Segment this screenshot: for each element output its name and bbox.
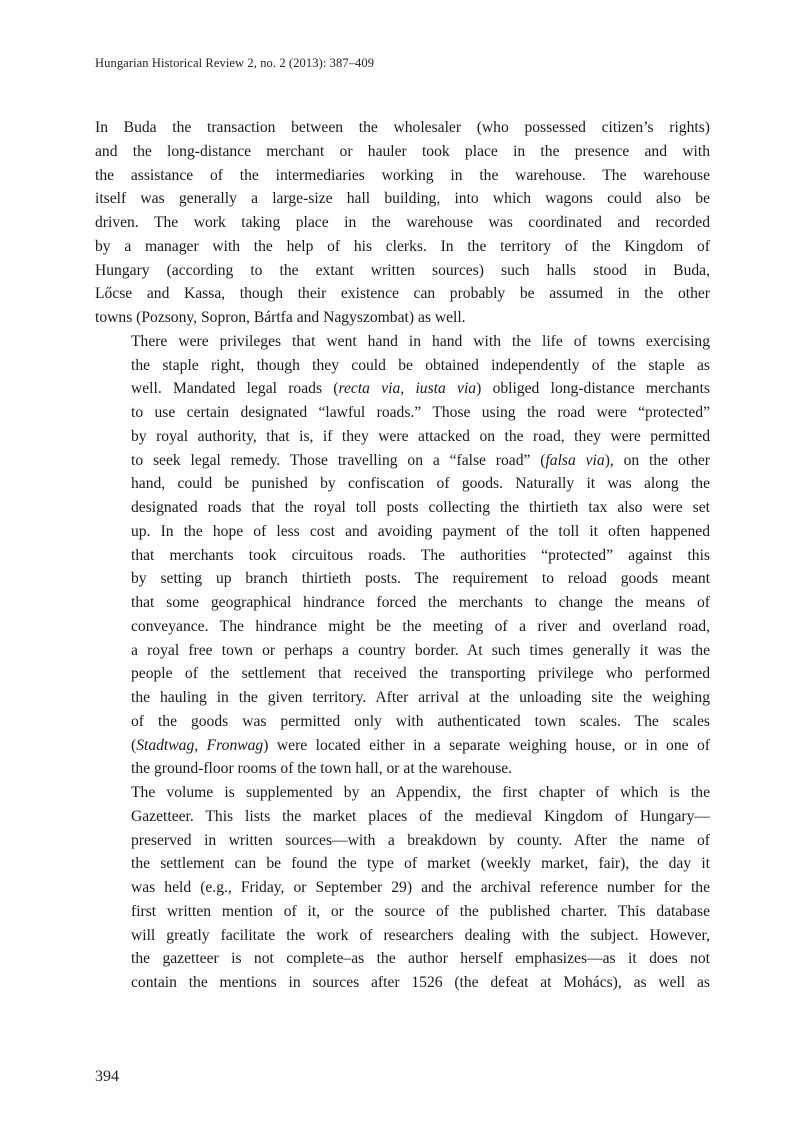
text-line: In Buda the transaction between the wholesaler (who possessed citizen’s rights) (95, 119, 710, 136)
article-body (95, 116, 710, 995)
text-line: up. In the hope of less cost and avoiding payment of the toll it often happened (131, 522, 710, 540)
text-line: the staple right, though they could be obtained independently of the staple as (131, 356, 710, 374)
text-line: the settlement can be found the type of market (weekly market, fair), the day it (131, 855, 710, 873)
text-line: that merchants took circuitous roads. The authorities “protected” against this (131, 546, 710, 564)
text-line: hand, could be punished by confiscation of goods. Naturally it was along the (131, 475, 710, 493)
paragraph-1 (95, 116, 710, 330)
text-line: the ground-floor rooms of the town hall, or at the warehouse. (131, 760, 513, 778)
text-line: There were privileges that went hand in hand with the life of towns exercising (131, 332, 710, 350)
paragraph-2 (95, 330, 710, 781)
text-line: first written mention of it, or the source of the published charter. This database (131, 902, 710, 920)
text-line: itself was generally a large-size hall building, into which wagons could also be (95, 190, 710, 208)
text-line: Hungary (according to the extant written sources) such halls stood in Buda, (95, 261, 710, 279)
text-line: was held (e.g., Friday, or September 29) and the archival reference number for the (131, 879, 710, 896)
text-line: to use certain designated “lawful roads.” Those using the road were “protected” (131, 404, 710, 421)
text-line: Lőcse and Kassa, though their existence can probably be assumed in the other (95, 285, 710, 303)
text-line: by a manager with the help of his clerks. In the territory of the Kingdom of (95, 237, 710, 255)
italic-term: falsa via (545, 451, 605, 469)
text-line: will greatly facilitate the work of researchers dealing with the subject. However, (131, 926, 710, 944)
text-line: well. Mandated legal roads (recta via, iusta via) obliged long-distance merchants (131, 380, 710, 398)
paragraph-3 (95, 781, 710, 995)
page-number: 394 (95, 1068, 119, 1085)
text-line: (Stadtwag, Fronwag) were located either in a separate weighing house, or in one of (131, 736, 710, 754)
text-line: to seek legal remedy. Those travelling on a “false road” (falsa via), on the other (131, 451, 710, 469)
text-line: preserved in written sources—with a breakdown by county. After the name of (131, 831, 710, 849)
text-line: driven. The work taking place in the warehouse was coordinated and recorded (95, 214, 710, 231)
text-line: The volume is supplemented by an Appendix, the first chapter of which is the (131, 784, 710, 801)
text-line: contain the mentions in sources after 1526 (the defeat at Mohács), as well as (131, 974, 710, 991)
running-header: Hungarian Historical Review 2, no. 2 (2013): 387–409 (95, 56, 375, 70)
italic-term: recta via, iusta via (338, 380, 477, 398)
text-line: by setting up branch thirtieth posts. The requirement to reload goods meant (131, 570, 710, 588)
text-line: of the goods was permitted only with authenticated town scales. The scales (131, 712, 710, 730)
italic-term: Stadtwag, Fronwag (136, 736, 264, 754)
text-line: the assistance of the intermediaries working in the warehouse. The warehouse (95, 166, 710, 184)
text-line: Gazetteer. This lists the market places of the medieval Kingdom of Hungary— (131, 807, 710, 825)
text-line: designated roads that the royal toll posts collecting the thirtieth tax also were set (131, 499, 710, 516)
text-line: people of the settlement that received the transporting privilege who performed (131, 665, 710, 683)
text-line: that some geographical hindrance forced the merchants to change the means of (131, 594, 710, 611)
text-line: the hauling in the given territory. After arrival at the unloading site the weighing (131, 689, 710, 706)
text-line: and the long-distance merchant or hauler took place in the presence and with (95, 142, 710, 160)
text-line: the gazetteer is not complete–as the author herself emphasizes—as it does not (131, 950, 710, 968)
text-line: by royal authority, that is, if they were attacked on the road, they were permitted (131, 427, 710, 445)
text-line: a royal free town or perhaps a country border. At such times generally it was the (131, 641, 710, 659)
text-line: towns (Pozsony, Sopron, Bártfa and Nagyszombat) as well. (95, 309, 466, 326)
text-line: conveyance. The hindrance might be the meeting of a river and overland road, (131, 617, 710, 635)
